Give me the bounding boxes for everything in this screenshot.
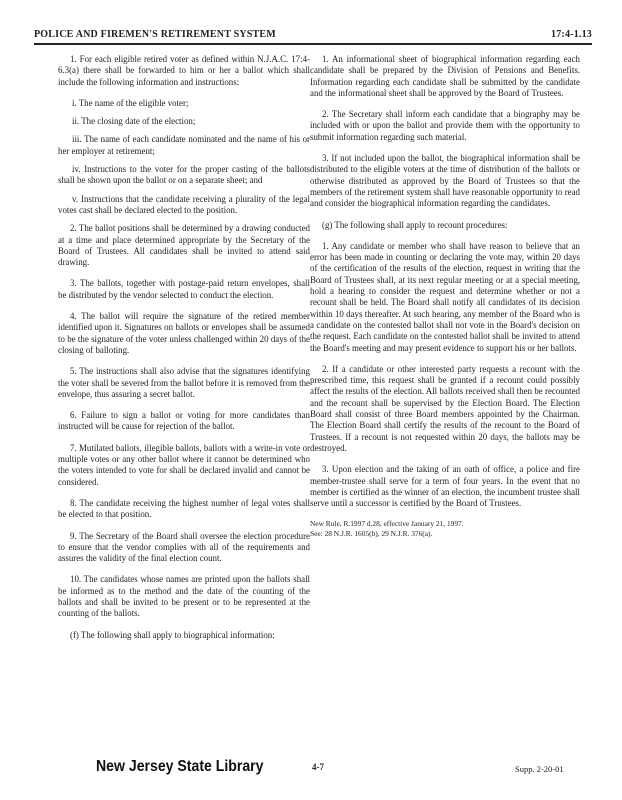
list-item: iii. The name of each candidate nominated and the name of his or her employer at retirement; xyxy=(58,134,310,156)
paragraph: 3. Upon election and the taking of an oath of office, a police and fire member-trustee shall serve for a term of four years. In the event that no member is certified as the winner of an election, the incumbent trustee shall serve until a successor is certified by the Board of Trustees. xyxy=(310,464,580,509)
list-item: i. The name of the eligible voter; xyxy=(72,97,189,108)
page-number: 4-7 xyxy=(312,762,324,772)
paragraph: 10. The candidates whose names are printed upon the ballots shall be informed as to the method and the date of the counting of the ballots and shall be invited to be present or to be represented at the counting of the ballots. xyxy=(58,574,310,619)
source-note-line: See: 28 N.J.R. 1605(b), 29 N.J.R. 376(a). xyxy=(310,528,433,538)
source-note xyxy=(310,519,580,537)
library-watermark: New Jersey State Library xyxy=(96,758,264,775)
header-rule xyxy=(34,43,592,45)
paragraph: 7. Mutilated ballots, illegible ballots, ballots with a write-in vote or multiple votes or any other ballot where it cannot be determined who the voters intended to vote for shall be declared invalid and cannot be considered. xyxy=(58,442,310,487)
paragraph: 3. If not included upon the ballot, the biographical information shall be distributed to the eligible voters at the time of distribution of the ballots or otherwise distributed as approved by the Board of Trustees so that the members of the retirement system shall have reasonable opportunity to read and consider the biographical information regarding the candidates. xyxy=(310,153,580,209)
header-title: POLICE AND FIREMEN'S RETIREMENT SYSTEM xyxy=(34,29,276,40)
paragraph: 1. An informational sheet of biographical information regarding each candidate shall be prepared by the Division of Pensions and Benefits. Information regarding each candidate shall be submitted by the candidate and the informational sheet shall be approved by the Board of Trustees. xyxy=(310,54,580,98)
paragraph: 5. The instructions shall also advise that the signatures identifying the voter shall be severed from the ballot before it is removed from the envelope, thus assuring a secret ballot. xyxy=(58,366,310,399)
right-column xyxy=(310,54,580,538)
header-section-number: 17:4-1.13 xyxy=(551,29,592,40)
paragraph: 3. The ballots, together with postage-paid return envelopes, shall be distributed by the vendor selected to conduct the election. xyxy=(58,278,310,300)
left-column xyxy=(58,54,310,651)
paragraph: 1. For each eligible retired voter as defined within N.J.A.C. 17:4-6.3(a) there shall be forwarded to him or her a ballot which shall include the following information and instructions: xyxy=(58,54,310,87)
paragraph: 9. The Secretary of the Board shall oversee the election procedure to ensure that the vendor complies with all of the requirements and assures the validity of the final election count. xyxy=(58,530,310,564)
paragraph: 2. The Secretary shall inform each candidate that a biography may be included with or upon the ballot and provide them with the opportunity to submit information regarding such material. xyxy=(310,109,580,142)
paragraph: 6. Failure to sign a ballot or voting for more candidates than instructed will be cause for rejection of the ballot. xyxy=(58,410,310,432)
paragraph: 8. The candidate receiving the highest number of legal votes shall be elected to that position. xyxy=(58,497,310,520)
list-item: ii. The closing date of the election; xyxy=(72,116,196,127)
supplement-date: Supp. 2-20-01 xyxy=(515,764,564,774)
subsection-heading: (g) The following shall apply to recount procedures: xyxy=(322,219,508,230)
subsection-heading: (f) The following shall apply to biographical information: xyxy=(70,629,275,640)
paragraph: 1. Any candidate or member who shall have reason to believe that an error has been made in counting or declaring the vote may, within 20 days of the certification of the results of the election, request in writing that the Board of Trustees shall, at its next regular meeting or at a special meeting, hold a hearing to consider the request and determine whether or not a recount shall be held. The Board shall notify all candidates of its decision within 10 days thereafter. At such hearing, any member of the Board who is a candidate on the contested ballot shall not vote in the Board's decision on the request. Each candidate on the contested ballot shall be invited to attend the Board's meeting and may present evidence to support his or her ballots. xyxy=(310,240,580,353)
paragraph: 2. If a candidate or other interested party requests a recount with the prescribed time, this request shall be granted if a recount could possibly affect the results of the election. All ballots received shall then be recounted and the recount shall be supervised by the Election Board. The Election Board shall consist of three Board members appointed by the Chairman. The Election Board shall certify the results of the recount to the Board of Trustees. If a recount is not requested within 20 days, the ballots may be destroyed. xyxy=(310,363,580,453)
source-note-line: New Rule, R.1997 d.28, effective January 21, 1997. xyxy=(310,519,464,529)
list-item: iv. Instructions to the voter for the proper casting of the ballots shall be shown upon the ballot or on a separate sheet; and xyxy=(58,164,310,186)
paragraph: 2. The ballot positions shall be determined by a drawing conducted at a time and place determined appropriate by the Secretary of the Board of Trustees. All candidates shall be invited to attend said drawing. xyxy=(58,223,310,268)
paragraph: 4. The ballot will require the signature of the retired member identified upon it. Signatures on ballots or envelopes shall be assumed to be the signature of the voter unless challenged within 20 days of the closing of balloting. xyxy=(58,311,310,355)
list-item: v. Instructions that the candidate receiving a plurality of the legal votes cast shall be declared elected to the position. xyxy=(58,193,310,215)
